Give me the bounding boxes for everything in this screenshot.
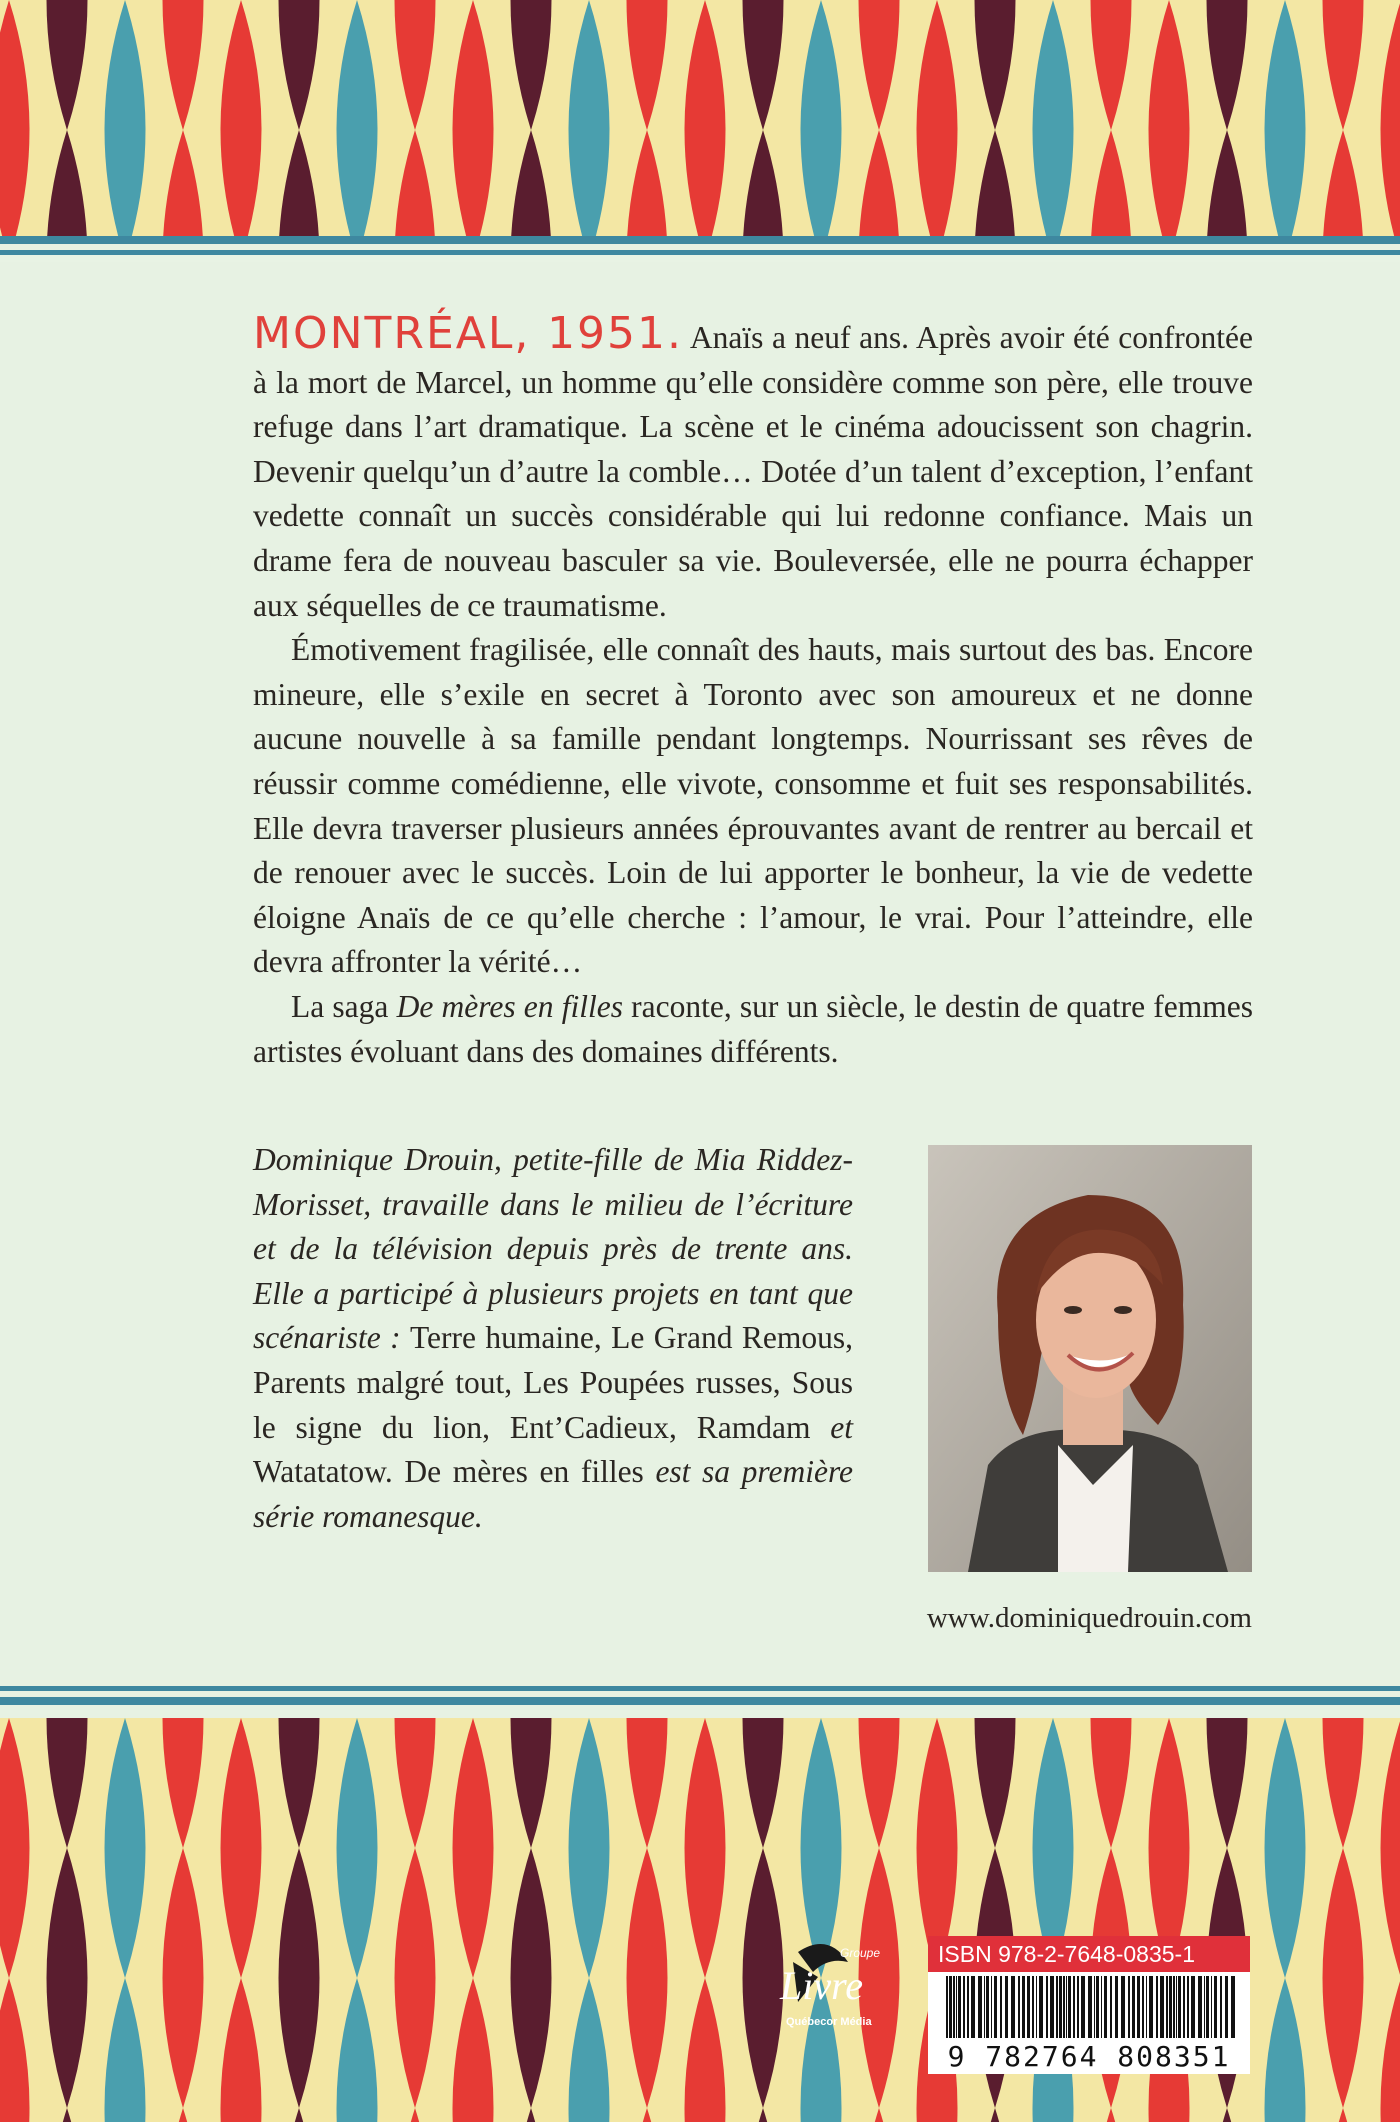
barcode-bar (1066, 1976, 1067, 2038)
barcode-bar (1211, 1976, 1212, 2038)
barcode-bar (967, 1976, 969, 2038)
bio-closing: est sa première série romanesque. (253, 1454, 854, 1534)
author-portrait (928, 1145, 1252, 1572)
top-stripe-thin (0, 250, 1400, 255)
barcode-bar (1104, 1976, 1107, 2038)
barcode-bar (946, 1976, 948, 2038)
publisher-groupe: Groupe (840, 1946, 881, 1960)
barcode-bar (1142, 1976, 1144, 2038)
publisher-media: Québecor Média (786, 2016, 872, 2028)
barcode-bar (1059, 1976, 1062, 2038)
barcode-digits: 9 782764 808351 (947, 2040, 1231, 2073)
bio-show-last: Watatatow. (253, 1454, 393, 1490)
barcode-bar (958, 1976, 961, 2038)
barcode-bar (953, 1976, 955, 2038)
barcode-bar (1077, 1976, 1079, 2038)
barcode-bar (1231, 1976, 1235, 2038)
barcode-bar (1018, 1976, 1020, 2038)
top-stripe (0, 236, 1400, 244)
synopsis-paragraph-3 (253, 985, 1253, 1074)
bottom-stripe (0, 1697, 1400, 1705)
barcode-bar (1094, 1976, 1095, 2038)
barcode-bar (1173, 1976, 1175, 2038)
barcode-bar (991, 1976, 992, 2038)
barcode-bar (1178, 1976, 1181, 2038)
barcode-bar (1022, 1976, 1025, 2038)
barcode-bar (1149, 1976, 1153, 2038)
barcode-bar (986, 1976, 989, 2038)
barcode-bar (1063, 1976, 1065, 2038)
synopsis (253, 308, 1253, 1074)
barcode-bar (1036, 1976, 1037, 2038)
synopsis-paragraph-2: Émotivement fragilisée, elle connaît des hauts, mais surtout des bas. Encore mineure, elle s’exile en secret à Toronto avec son amoureux et ne donne aucune nouvelle à sa famille pendant longtemps. Nourrissant ses rêves de réussir comme comédienne, elle vivote, consomme et fuit ses responsabilités. Elle devra traverser plusieurs années éprouvantes avant de rentrer au bercail et de renouer avec le succès. Loin de lui apporter le bonheur, la vie de vedette éloigne Anaïs de ce qu’elle cherche : l’amour, le vrai. Pour l’atteindre, elle devra affronter la vérité… (253, 632, 1253, 980)
synopsis-lead: MONTRÉAL, 1951. (253, 308, 684, 359)
wave-pattern-top (0, 0, 1400, 236)
bio-intro: Dominique Drouin, petite-fille de Mia Riddez-Morisset, travaille dans le milieu de l’écriture et de la télévision depuis près de trente ans. Elle a participé à plusieurs projets en tant que scénariste : (253, 1142, 853, 1356)
barcode-bar (1050, 1976, 1054, 2038)
barcode-bar (1137, 1976, 1140, 2038)
top-pattern-band (0, 0, 1400, 236)
barcode-bar (1068, 1976, 1071, 2038)
bio-et: et (830, 1409, 853, 1445)
barcode-bar (949, 1976, 952, 2038)
barcode-bar (984, 1976, 985, 2038)
barcode-bar (994, 1976, 997, 2038)
barcode-bar (1146, 1976, 1147, 2038)
barcode-bar (1198, 1976, 1202, 2038)
bio-series: De mères en filles (404, 1454, 644, 1490)
barcode-bar (1115, 1976, 1118, 2038)
barcode-bar (1096, 1976, 1099, 2038)
barcode-bar (1220, 1976, 1222, 2038)
barcode-bar (1027, 1976, 1030, 2038)
synopsis-p1-text: Anaïs a neuf ans. Après avoir été confrontée à la mort de Marcel, un homme qu’elle considère comme son père, elle trouve refuge dans l’art dramatique. La scène et le cinéma adoucissent son chagrin. Devenir quelqu’un d’autre la comble… Dotée d’un talent d’exception, l’enfant vedette connaît un succès considérable qui lui redonne confiance. Mais un drame fera de nouveau basculer sa vie. Bouleversée, elle ne pourra échapper aux séquelles de ce traumatisme. (253, 320, 1253, 623)
barcode-bar (1169, 1976, 1172, 2038)
barcode-bar (956, 1976, 957, 2038)
barcode-bar (978, 1976, 982, 2038)
barcode-bar (1056, 1976, 1058, 2038)
barcode-bar (1166, 1976, 1168, 2038)
barcode-bar (1187, 1976, 1189, 2038)
series-title: De mères en filles (396, 988, 623, 1024)
author-website[interactable]: www.dominiquedrouin.com (926, 1602, 1252, 1634)
barcode-bar (1081, 1976, 1085, 2038)
barcode-bar (963, 1976, 965, 2038)
barcode-bar (1191, 1976, 1195, 2038)
barcode-bar (1046, 1976, 1048, 2038)
isbn-label: ISBN 978-2-7648-0835-1 (928, 1936, 1250, 1972)
barcode-bar (1073, 1976, 1075, 2038)
bio-shows: Terre humaine, Le Grand Remous, Parents malgré tout, Les Poupées russes, Sous le signe du lion, Ent’Cadieux, Ramdam (253, 1320, 853, 1445)
p3-suffix: raconte, sur un siècle, le destin de quatre femmes artistes évoluant dans des domaines différents. (253, 988, 1253, 1069)
barcode-bar (1160, 1976, 1164, 2038)
barcode-bar (1176, 1976, 1177, 2038)
barcode-bar (1128, 1976, 1130, 2038)
author-bio (253, 1138, 853, 1539)
barcode-bar (1204, 1976, 1205, 2038)
barcode-bar (1214, 1976, 1217, 2038)
barcode-bar (1225, 1976, 1228, 2038)
barcode-bar (1011, 1976, 1015, 2038)
barcode-bar (1039, 1976, 1043, 2038)
synopsis-paragraph-1 (253, 308, 1253, 628)
barcode-bar (1005, 1976, 1008, 2038)
publisher-livre: Livre (780, 1963, 863, 2008)
barcode-bar (1206, 1976, 1209, 2038)
barcode-bar (1110, 1976, 1112, 2038)
p3-prefix: La saga (291, 988, 389, 1024)
barcode-bar (1101, 1976, 1102, 2038)
barcode-bar (1132, 1976, 1135, 2038)
barcode-bar (1000, 1976, 1002, 2038)
barcode-bar (1121, 1976, 1125, 2038)
barcode-bar (1032, 1976, 1034, 2038)
barcode-bar (1183, 1976, 1185, 2038)
barcode-bar (1156, 1976, 1158, 2038)
barcode-bar (1088, 1976, 1092, 2038)
bottom-stripe-gap-2 (0, 1705, 1400, 1718)
barcode-bar (971, 1976, 975, 2038)
